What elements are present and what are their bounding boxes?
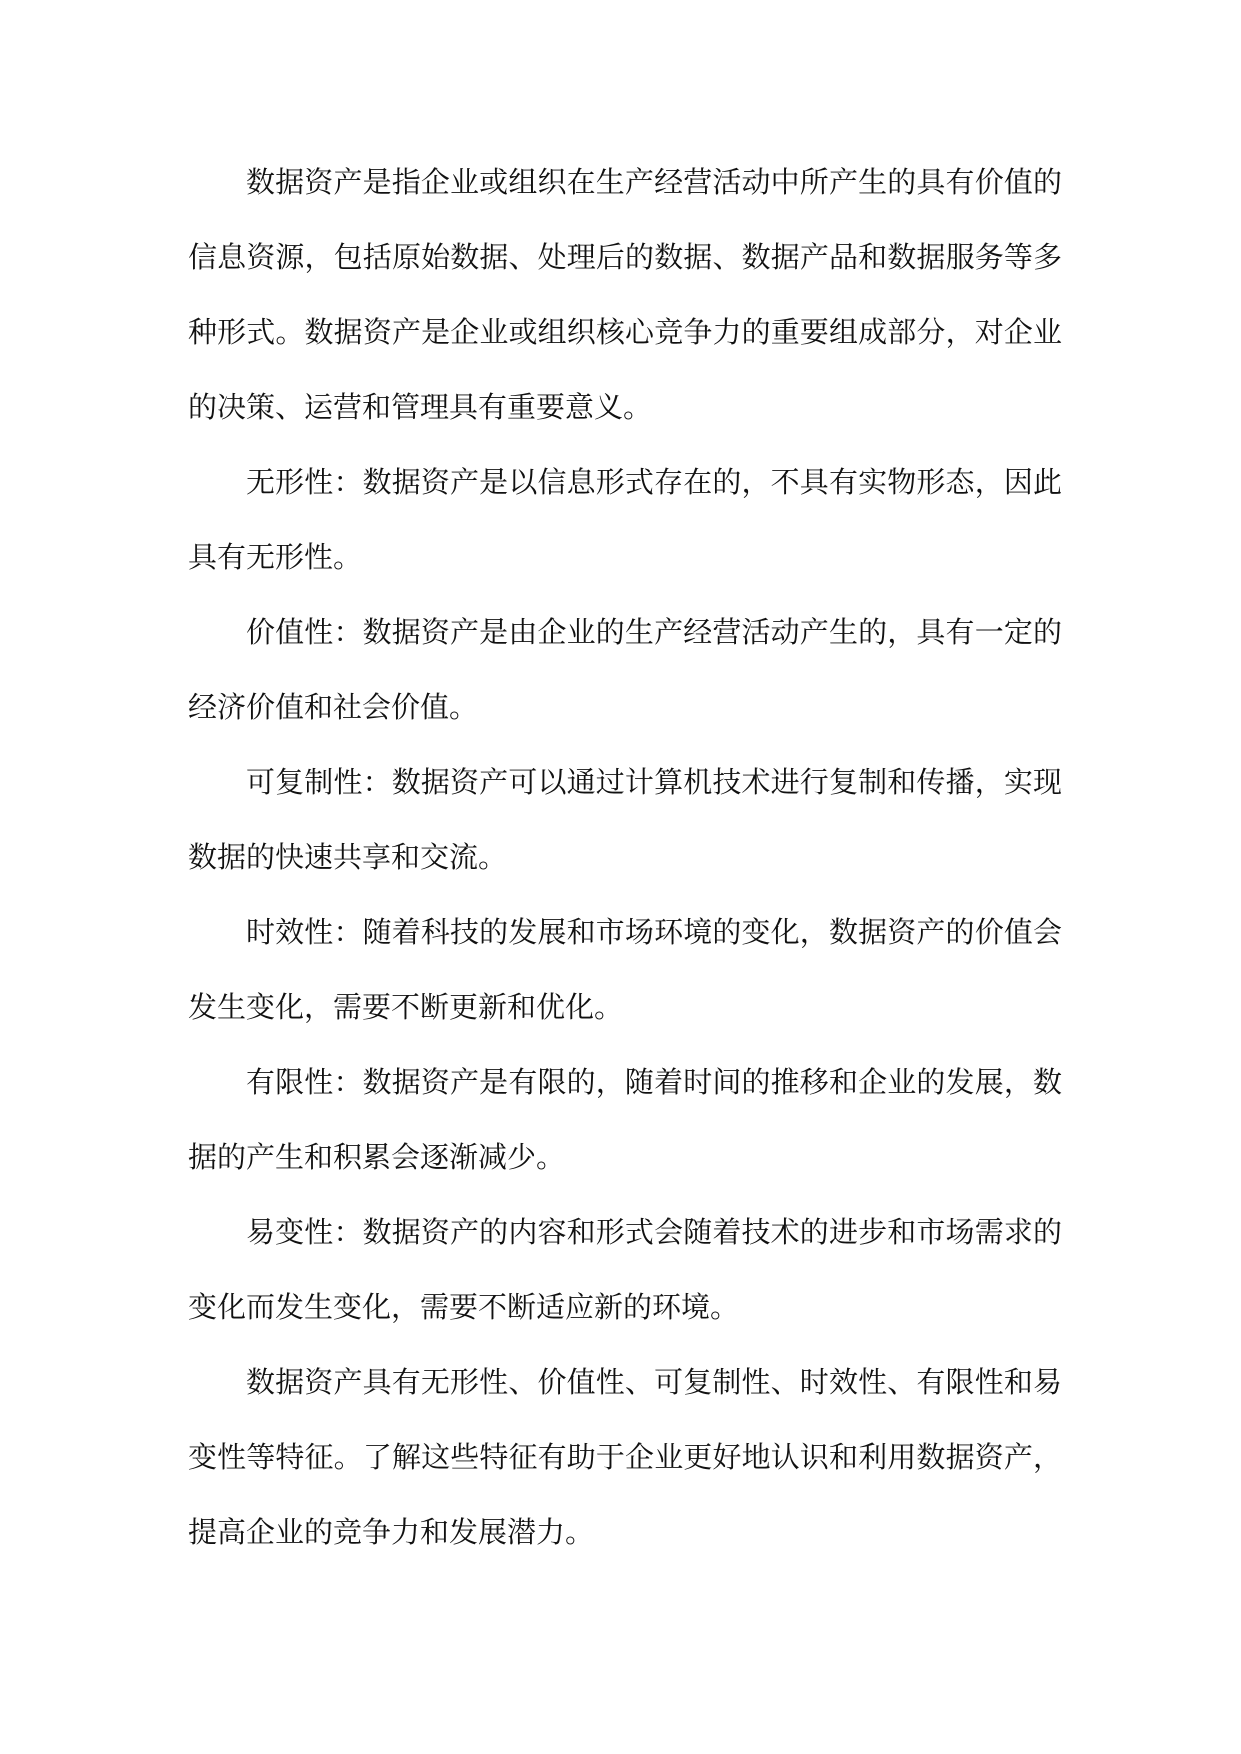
paragraph-finiteness: 有限性：数据资产是有限的，随着时间的推移和企业的发展，数据的产生和积累会逐渐减少。 — [188, 1065, 1062, 1174]
paragraph-volatility: 易变性：数据资产的内容和形式会随着技术的进步和市场需求的变化而发生变化，需要不断适应新的环境。 — [188, 1215, 1062, 1324]
paragraph-timeliness: 时效性：随着科技的发展和市场环境的变化，数据资产的价值会发生变化，需要不断更新和优化。 — [188, 915, 1062, 1024]
paragraph-summary: 数据资产具有无形性、价值性、可复制性、时效性、有限性和易变性等特征。了解这些特征有助于企业更好地认识和利用数据资产，提高企业的竞争力和发展潜力。 — [188, 1365, 1062, 1549]
paragraph-intangibility: 无形性：数据资产是以信息形式存在的，不具有实物形态，因此具有无形性。 — [188, 465, 1062, 574]
paragraph-definition: 数据资产是指企业或组织在生产经营活动中所产生的具有价值的信息资源，包括原始数据、处理后的数据、数据产品和数据服务等多种形式。数据资产是企业或组织核心竞争力的重要组成部分，对企业的决策、运营和管理具有重要意义。 — [188, 165, 1062, 424]
paragraph-replicability: 可复制性：数据资产可以通过计算机技术进行复制和传播，实现数据的快速共享和交流。 — [188, 765, 1062, 874]
paragraph-value: 价值性：数据资产是由企业的生产经营活动产生的，具有一定的经济价值和社会价值。 — [188, 615, 1062, 724]
document-body — [188, 145, 1062, 1570]
